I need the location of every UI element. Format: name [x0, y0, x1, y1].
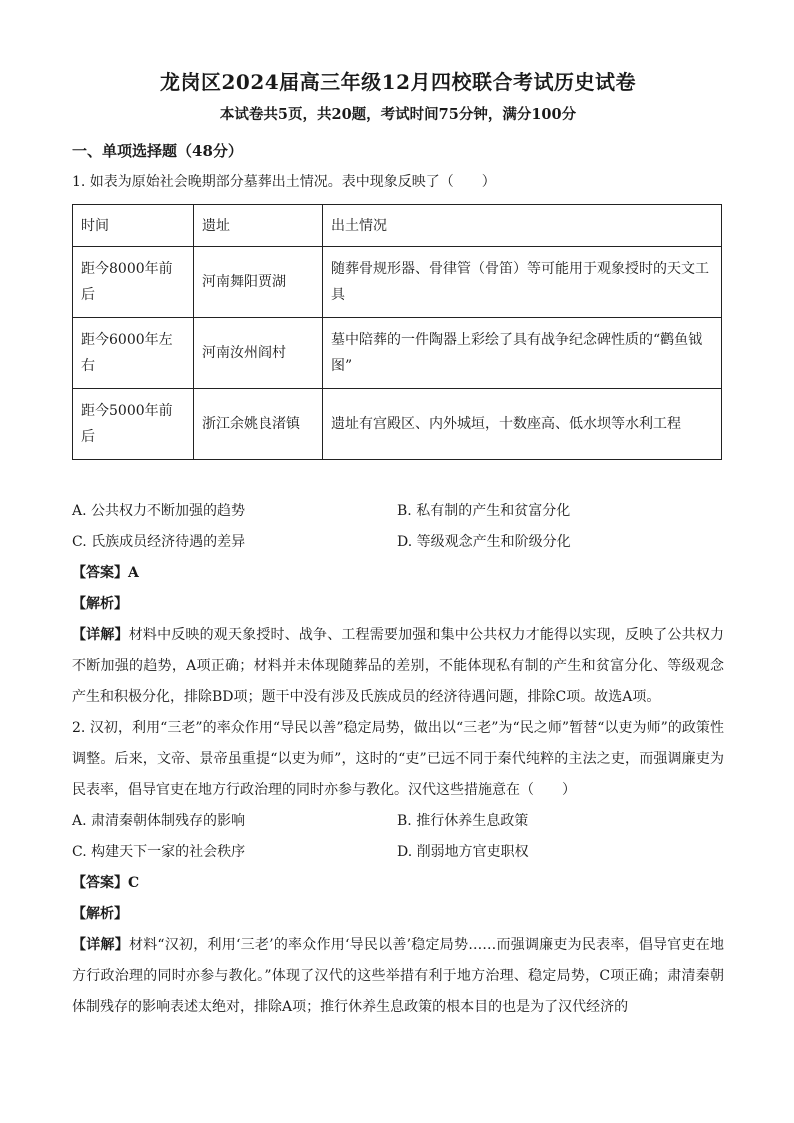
detail-text: 材料“汉初，利用‘三老’的率众作用‘导民以善’稳定局势……而强调廉吏为民表率，倡导官吏在地方行政治理的同时亦参与教化。”体现了汉代的这些举措有利于地方治理、稳定局势，C项正确；肃清秦朝体制残存的影响表述太绝对，排除A项；推行休养生息政策的根本目的也是为了汉代经济的 — [72, 937, 725, 1015]
question-2-options — [72, 806, 724, 868]
table-header-time: 时间 — [73, 205, 194, 247]
table-cell-site: 河南汝州阎村 — [194, 318, 323, 389]
option-a: A. 肃清秦朝体制残存的影响 — [72, 813, 246, 829]
detail-label: 【详解】 — [72, 627, 129, 643]
detail-label: 【详解】 — [72, 937, 129, 953]
question-2-answer: 【答案】C — [72, 875, 140, 891]
table-cell-site: 浙江余姚良渚镇 — [194, 389, 323, 460]
option-c: C. 氏族成员经济待遇的差异 — [72, 534, 246, 550]
option-b: B. 推行休养生息政策 — [397, 813, 529, 829]
question-2-detail — [72, 930, 724, 1023]
table-cell-time: 距今8000年前后 — [73, 247, 194, 318]
option-a: A. 公共权力不断加强的趋势 — [72, 503, 246, 519]
table-row — [73, 247, 722, 318]
question-2-stem: 2. 汉初，利用“三老”的率众作用“导民以善”稳定局势，做出以“三老”为“民之师”暂替“以吏为师”的政策性调整。后来，文帝、景帝虽重提“以吏为师”，这时的“吏”已远不同于秦代纯粹的主法之吏，而强调廉吏为民表率，倡导官吏在地方行政治理的同时亦参与教化。汉代这些措施意在（ ） — [72, 720, 724, 798]
excavation-table — [72, 204, 722, 460]
table-row — [73, 318, 722, 389]
question-2-analysis-label: 【解析】 — [72, 906, 128, 922]
option-d: D. 削弱地方官吏职权 — [397, 844, 529, 860]
table-cell-site: 河南舞阳贾湖 — [194, 247, 323, 318]
table-row — [73, 389, 722, 460]
exam-title: 龙岗区2024届高三年级12月四校联合考试历史试卷 — [160, 70, 636, 94]
question-1-options — [72, 496, 724, 558]
option-c: C. 构建天下一家的社会秩序 — [72, 844, 246, 860]
option-d: D. 等级观念产生和阶级分化 — [397, 534, 571, 550]
table-cell-finds: 随葬骨规形器、骨律管（骨笛）等可能用于观象授时的天文工具 — [323, 247, 722, 318]
question-1-answer: 【答案】A — [72, 565, 139, 581]
table-header-finds: 出土情况 — [323, 205, 722, 247]
question-1-analysis-label: 【解析】 — [72, 596, 128, 612]
table-cell-time: 距今6000年左右 — [73, 318, 194, 389]
option-b: B. 私有制的产生和贫富分化 — [397, 503, 571, 519]
table-cell-finds: 遗址有宫殿区、内外城垣，十数座高、低水坝等水利工程 — [323, 389, 722, 460]
table-cell-finds: 墓中陪葬的一件陶器上彩绘了具有战争纪念碑性质的“鹳鱼钺图” — [323, 318, 722, 389]
question-1-detail — [72, 620, 724, 713]
exam-subtitle: 本试卷共5页，共20题，考试时间75分钟，满分100分 — [219, 106, 577, 123]
section-heading: 一、单项选择题（48分） — [72, 142, 243, 160]
question-1-stem: 1. 如表为原始社会晚期部分墓葬出土情况。表中现象反映了（ ） — [72, 174, 496, 190]
table-cell-time: 距今5000年前后 — [73, 389, 194, 460]
table-header-row — [73, 205, 722, 247]
detail-text: 材料中反映的观天象授时、战争、工程需要加强和集中公共权力才能得以实现，反映了公共权力不断加强的趋势，A项正确；材料并未体现随葬品的差别，不能体现私有制的产生和贫富分化、等级观念产生和积极分化，排除BD项；题干中没有涉及氏族成员的经济待遇问题，排除C项。故选A项。 — [72, 627, 725, 705]
table-header-site: 遗址 — [194, 205, 323, 247]
